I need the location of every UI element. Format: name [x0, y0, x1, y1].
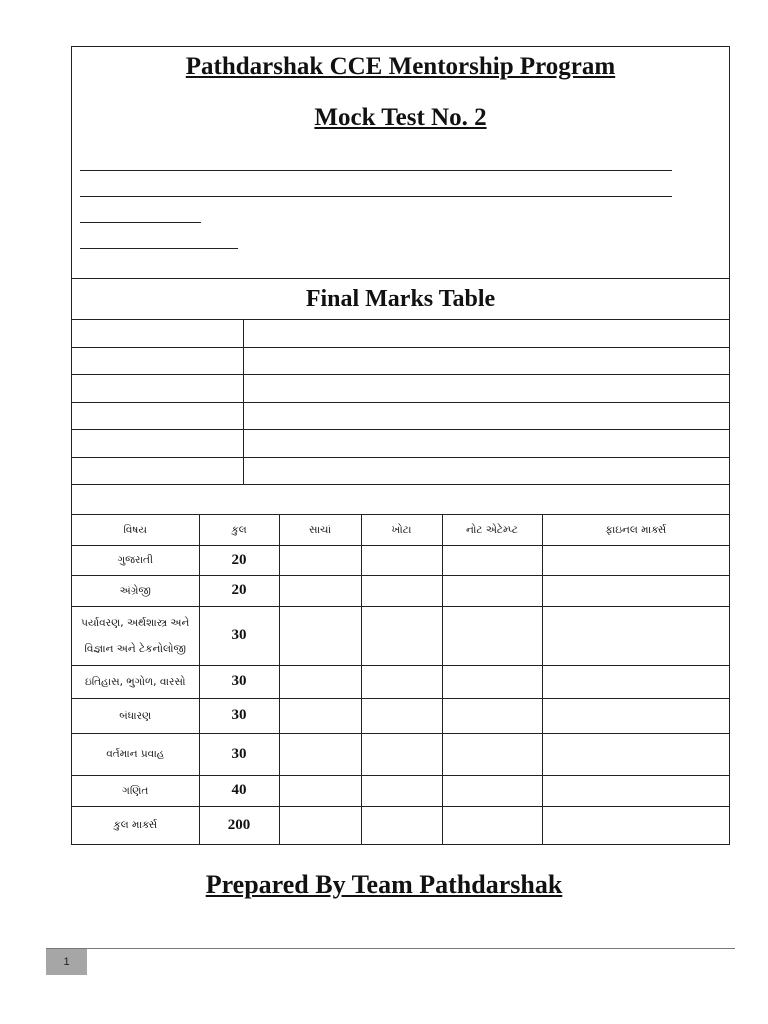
subject-cell: બંધારણ	[72, 698, 199, 733]
total-cell: 30	[199, 698, 279, 733]
empty-cell	[361, 733, 442, 775]
blank-line-1	[80, 170, 672, 171]
program-title: Pathdarshak CCE Mentorship Program	[185, 53, 616, 80]
blank-line-4	[80, 248, 238, 249]
column-header: વિષય	[72, 515, 199, 545]
table-row	[72, 545, 729, 575]
info-row	[72, 458, 729, 486]
subject-cell: કુલ માર્ક્સ	[72, 806, 199, 844]
info-row	[72, 348, 729, 376]
total-cell: 30	[199, 733, 279, 775]
table-header-row	[72, 515, 729, 545]
empty-cell	[279, 733, 361, 775]
blank-line-3	[80, 222, 201, 223]
empty-cell	[442, 575, 542, 606]
empty-cell	[542, 575, 729, 606]
empty-cell	[542, 545, 729, 575]
blank-line-2	[80, 196, 672, 197]
final-marks-heading: Final Marks Table	[72, 278, 729, 320]
total-cell: 30	[199, 606, 279, 665]
column-header: કુલ	[199, 515, 279, 545]
subject-cell: ઇતિહાસ, ભુગોળ, વારસો	[72, 665, 199, 698]
subject-cell: વર્તમાન પ્રવાહ	[72, 733, 199, 775]
empty-cell	[542, 606, 729, 665]
empty-cell	[361, 698, 442, 733]
column-header: નોટ એટેમ્પ્ટ	[442, 515, 542, 545]
total-cell: 20	[199, 575, 279, 606]
column-header: ખોટા	[361, 515, 442, 545]
empty-cell	[442, 775, 542, 806]
empty-cell	[542, 733, 729, 775]
empty-cell	[442, 545, 542, 575]
column-header: ફાઇનલ માર્ક્સ	[542, 515, 729, 545]
table-row	[72, 698, 729, 733]
info-row	[72, 375, 729, 403]
empty-cell	[361, 545, 442, 575]
empty-cell	[442, 606, 542, 665]
info-row	[72, 430, 729, 458]
footer-divider	[46, 948, 735, 949]
empty-cell	[279, 545, 361, 575]
empty-cell	[542, 698, 729, 733]
empty-cell	[442, 806, 542, 844]
info-grid	[72, 320, 729, 485]
empty-cell	[279, 606, 361, 665]
column-header: સાચાં	[279, 515, 361, 545]
empty-cell	[361, 575, 442, 606]
total-cell: 200	[199, 806, 279, 844]
prepared-by-title: Prepared By Team Pathdarshak	[205, 870, 563, 899]
total-cell: 20	[199, 545, 279, 575]
empty-cell	[279, 806, 361, 844]
empty-cell	[361, 665, 442, 698]
table-row	[72, 606, 729, 665]
table-row	[72, 575, 729, 606]
info-row	[72, 403, 729, 431]
empty-cell	[442, 733, 542, 775]
header-section	[72, 47, 729, 279]
empty-cell	[442, 665, 542, 698]
table-row	[72, 806, 729, 844]
empty-cell	[361, 606, 442, 665]
mock-test-title: Mock Test No. 2	[314, 104, 487, 131]
subject-cell: પર્યાવરણ, અર્થશાસ્ત્ર અને વિજ્ઞાન અને ટેકનોલોજી	[72, 606, 199, 665]
subject-cell: ગણિત	[72, 775, 199, 806]
document-frame	[71, 46, 730, 845]
empty-cell	[542, 775, 729, 806]
empty-cell	[361, 775, 442, 806]
subject-cell: ગુજરાતી	[72, 545, 199, 575]
empty-cell	[279, 665, 361, 698]
subject-cell: અંગ્રેજી	[72, 575, 199, 606]
empty-cell	[361, 806, 442, 844]
info-row	[72, 320, 729, 348]
page-number: 1	[46, 949, 87, 975]
empty-cell	[442, 698, 542, 733]
spacer-row	[72, 485, 729, 515]
empty-cell	[542, 806, 729, 844]
empty-cell	[542, 665, 729, 698]
empty-cell	[279, 775, 361, 806]
table-row	[72, 665, 729, 698]
total-cell: 30	[199, 665, 279, 698]
empty-cell	[279, 698, 361, 733]
subject-marks-table	[72, 515, 729, 844]
table-row	[72, 775, 729, 806]
table-row	[72, 733, 729, 775]
total-cell: 40	[199, 775, 279, 806]
empty-cell	[279, 575, 361, 606]
